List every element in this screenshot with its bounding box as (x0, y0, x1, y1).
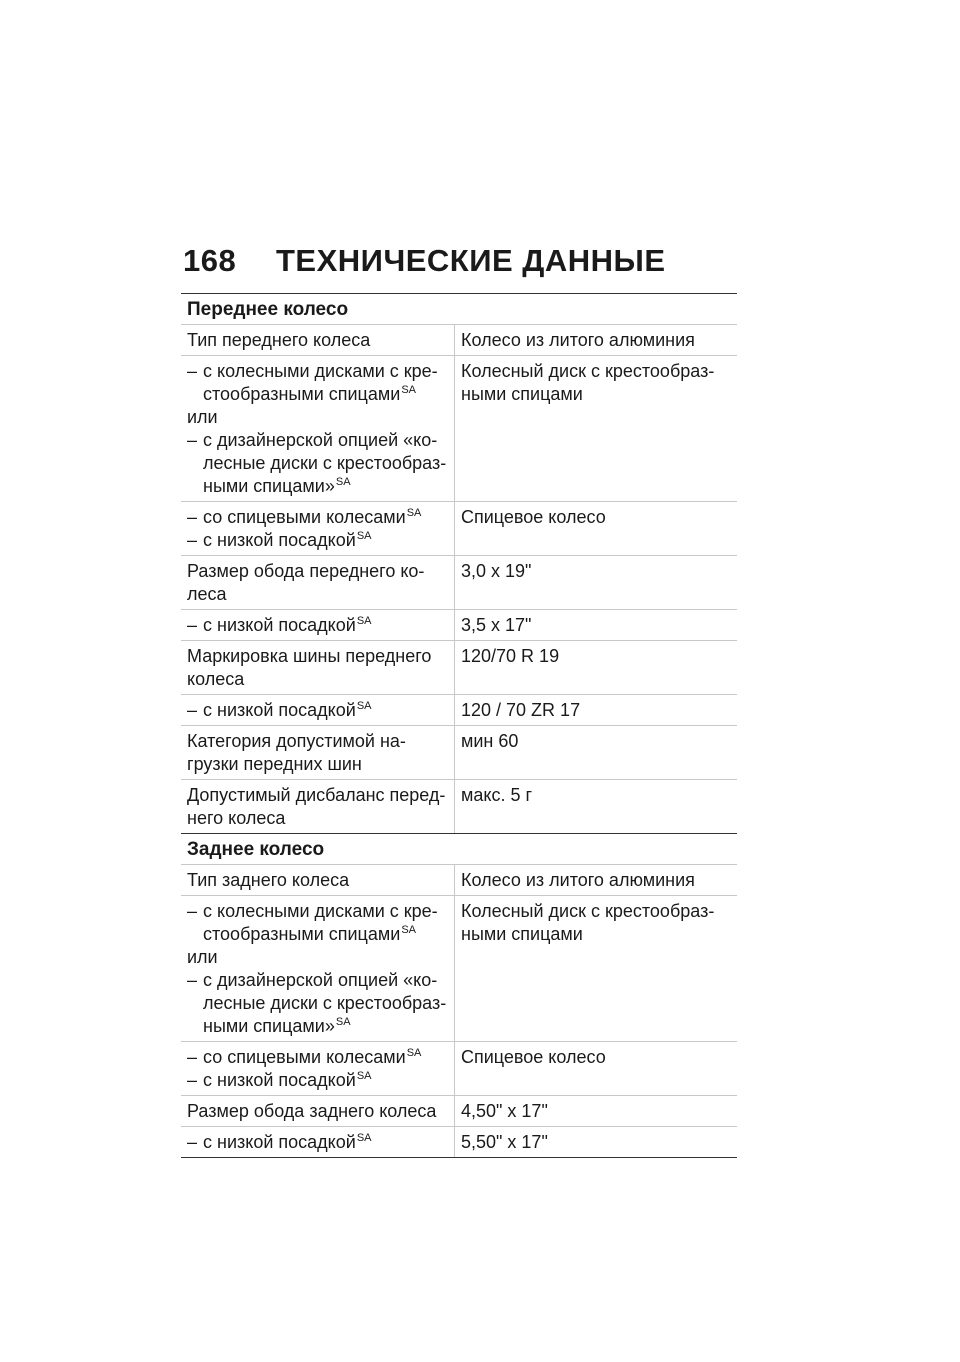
row-value: Спицевое колесо (461, 1047, 606, 1067)
row-value: Колесо из литого алюминия (461, 330, 695, 350)
row-label: Тип заднего колеса (181, 865, 455, 895)
option-line: – со спицевыми колесами$^{SA}$ (187, 506, 448, 529)
option-line: – с дизайнерской опцией «ко- (187, 429, 448, 452)
row-value: мин 60 (461, 731, 519, 751)
option-line: – с колесными дисками с кре- (187, 360, 448, 383)
option-line: – с низкой посадкой$^{SA}$ (187, 529, 448, 552)
option-line: лесные диски с крестообраз- (203, 453, 447, 473)
row-label: Категория допустимой на- грузки передних шин (181, 726, 455, 779)
option-line: – с колесными дисками с кре- (187, 900, 448, 923)
sa-marker: SA (406, 1047, 422, 1059)
option-line: – со спицевыми колесами$^{SA}$ (187, 1046, 448, 1069)
table-row (181, 641, 737, 695)
row-value: Колесный диск с крестообраз- ными спицами (461, 901, 715, 944)
wheels-table (181, 293, 737, 1158)
section-heading-rear: Заднее колесо (181, 834, 737, 865)
sa-marker: SA (356, 700, 372, 712)
sa-marker: SA (335, 476, 351, 488)
row-label: Допустимый дисбаланс перед- него колеса (181, 780, 455, 833)
option-line: – с дизайнерской опцией «ко- (187, 969, 448, 992)
table-row (181, 1042, 737, 1096)
table-row (181, 556, 737, 610)
sa-marker: SA (406, 507, 422, 519)
sa-marker: SA (356, 615, 372, 627)
table-row (181, 325, 737, 356)
row-label: Тип переднего колеса (181, 325, 455, 355)
option-line: ными спицами»$^{SA}$ (203, 476, 351, 496)
option-line: – с низкой посадкой$^{SA}$ (187, 1069, 448, 1092)
table-row (181, 502, 737, 556)
table-row (181, 780, 737, 834)
section-heading-front: Переднее колесо (181, 294, 737, 325)
row-value: 4,50" x 17" (461, 1101, 548, 1121)
table-row (181, 1096, 737, 1127)
table-row (181, 356, 737, 502)
row-value: 5,50" x 17" (461, 1132, 548, 1152)
table-row (181, 865, 737, 896)
row-label: Размер обода заднего колеса (181, 1096, 455, 1126)
row-label (181, 1042, 455, 1095)
row-label: – с низкой посадкой$^{SA}$ (181, 1127, 455, 1157)
or-label: или (187, 407, 218, 427)
row-label (181, 356, 455, 501)
option-line: лесные диски с крестообраз- (203, 993, 447, 1013)
row-value: 3,5 x 17" (461, 615, 532, 635)
row-label (181, 502, 455, 555)
row-value: 3,0 x 19" (461, 561, 532, 581)
option-line: стообразными спицами$^{SA}$ (203, 924, 416, 944)
row-value: Колесный диск с крестообраз- ными спицами (461, 361, 715, 404)
sa-marker: SA (356, 530, 372, 542)
table-row (181, 610, 737, 641)
option-line: стообразными спицами$^{SA}$ (203, 384, 416, 404)
row-label: Маркировка шины переднего колеса (181, 641, 455, 694)
sa-marker: SA (356, 1132, 372, 1144)
row-value: 120/70 R 19 (461, 646, 560, 666)
page-header (183, 243, 666, 279)
row-label: Размер обода переднего ко- леса (181, 556, 455, 609)
table-row (181, 695, 737, 726)
sa-marker: SA (401, 924, 416, 936)
sa-marker: SA (356, 1070, 372, 1082)
sa-marker: SA (401, 384, 416, 396)
row-value: 120 / 70 ZR 17 (461, 700, 581, 720)
page-number: 168 (183, 243, 237, 278)
page-title: ТЕХНИЧЕСКИЕ ДАННЫЕ (276, 243, 666, 278)
option-line: ными спицами»$^{SA}$ (203, 1016, 351, 1036)
row-label: – с низкой посадкой$^{SA}$ (181, 695, 455, 725)
or-label: или (187, 947, 218, 967)
table-row (181, 726, 737, 780)
row-value: Спицевое колесо (461, 507, 606, 527)
table-row (181, 1127, 737, 1158)
row-label (181, 896, 455, 1041)
table-row (181, 896, 737, 1042)
sa-marker: SA (335, 1016, 351, 1028)
row-value: Колесо из литого алюминия (461, 870, 695, 890)
row-label: – с низкой посадкой$^{SA}$ (181, 610, 455, 640)
row-value: макс. 5 г (461, 785, 533, 805)
